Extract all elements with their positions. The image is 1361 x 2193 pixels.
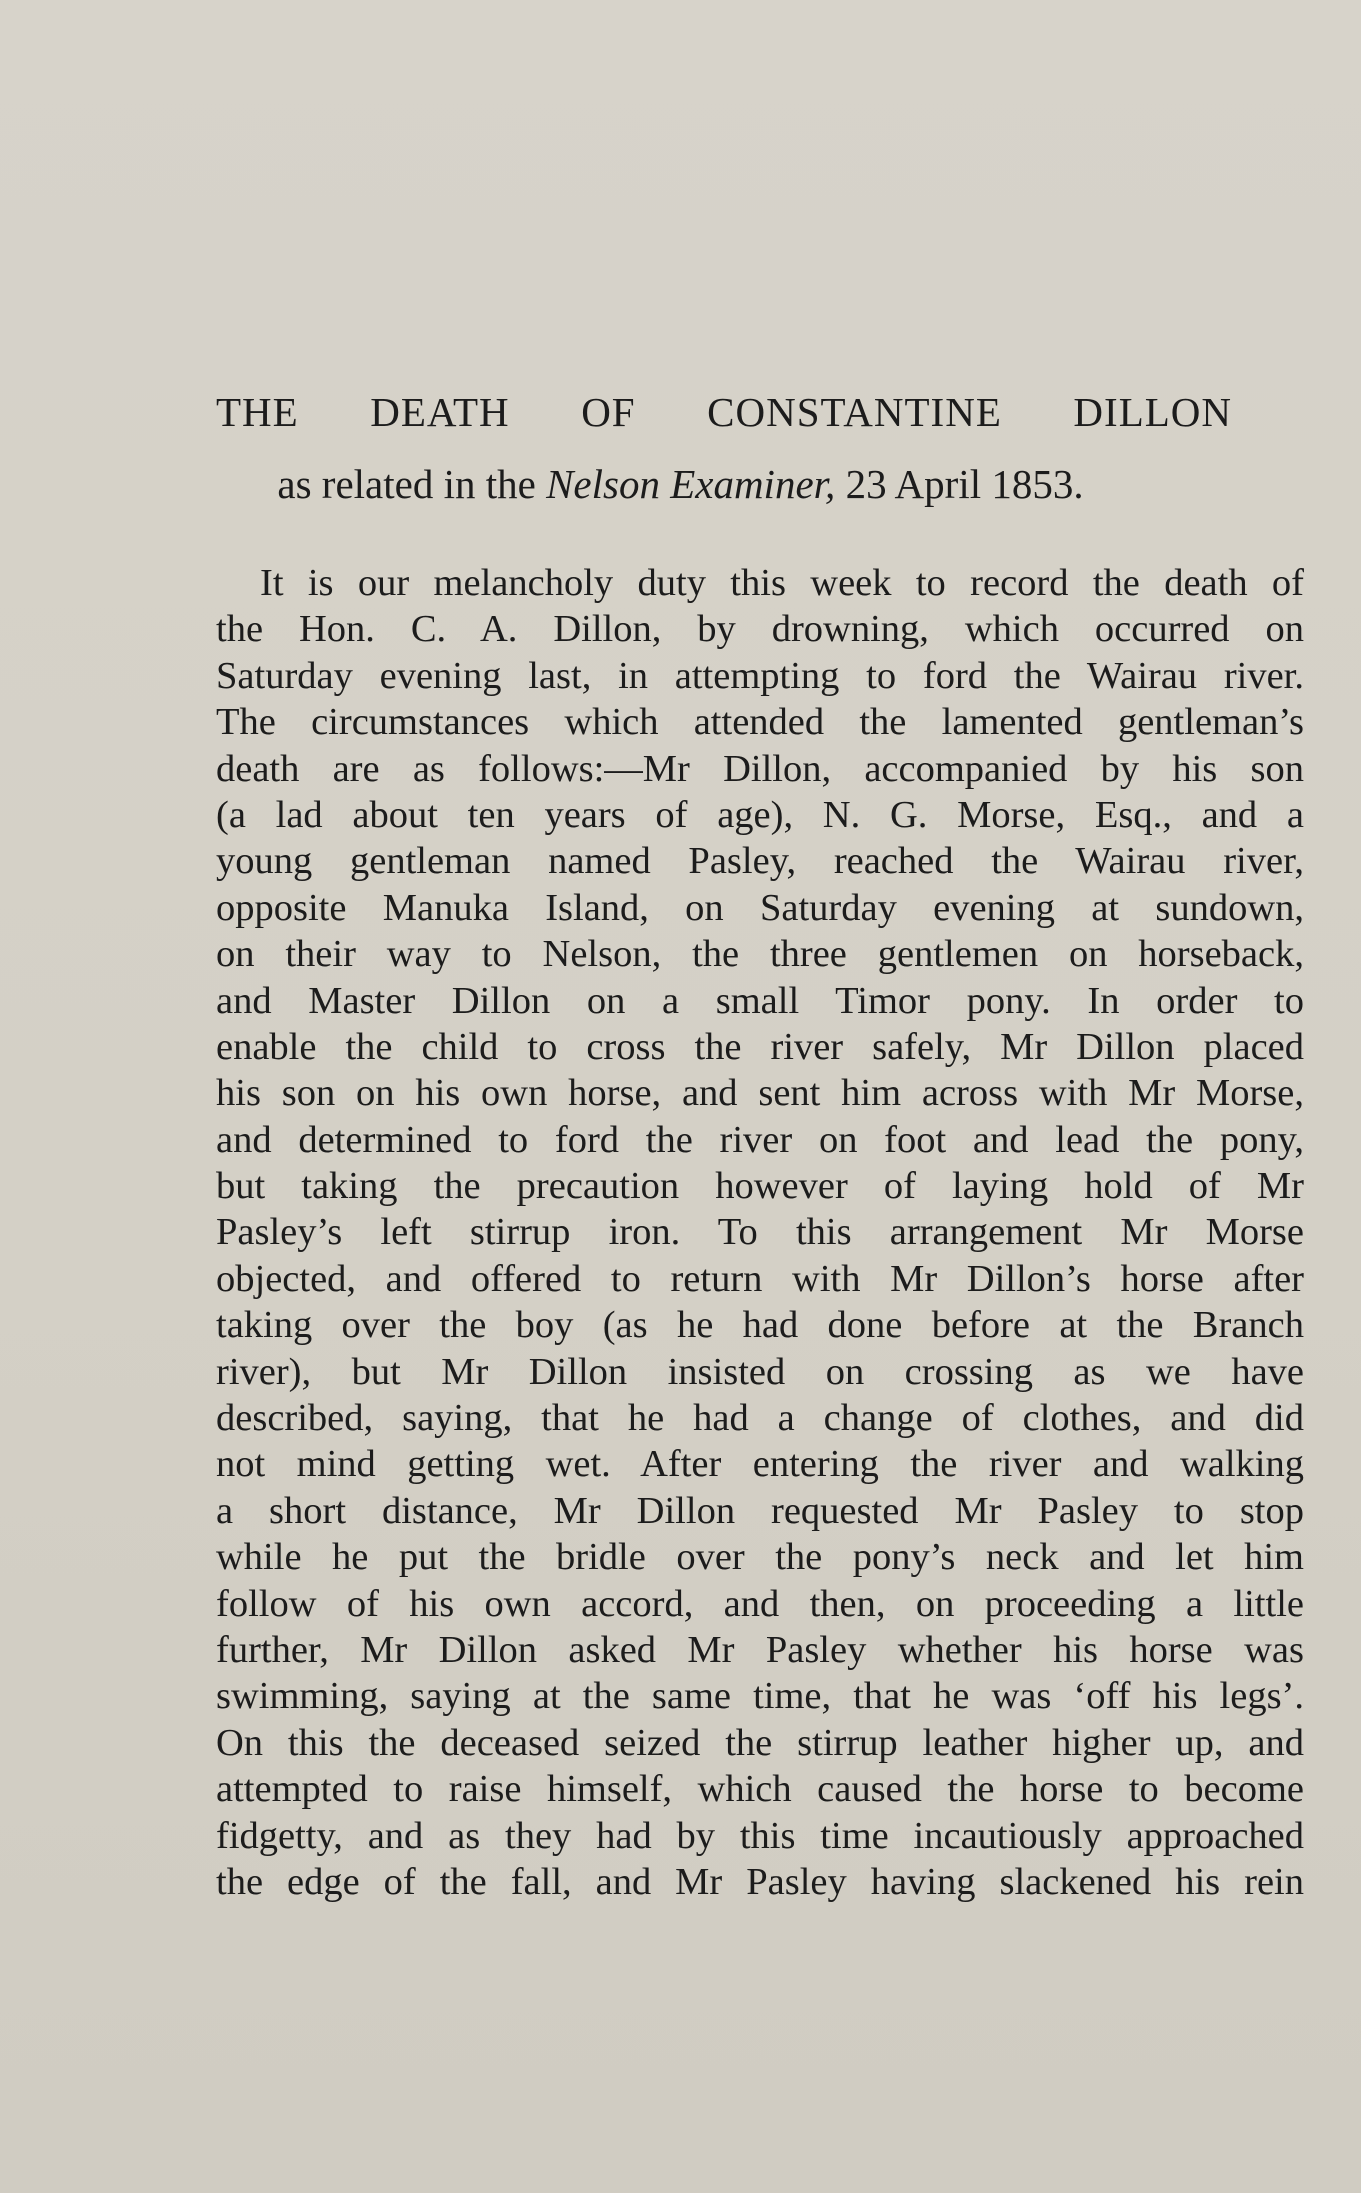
text-line: described, saying, that he had a change of clothes, and did xyxy=(216,1397,1304,1440)
article-body xyxy=(216,560,1304,1905)
text-line: Saturday evening last, in attempting to ford the Wairau river. xyxy=(216,654,1304,697)
source-line xyxy=(0,456,1361,512)
text-line: not mind getting wet. After entering the river and walking xyxy=(216,1443,1304,1486)
source-date: 23 April 1853. xyxy=(835,461,1084,507)
text-line: swimming, saying at the same time, that he was ‘off his legs’. xyxy=(216,1675,1304,1718)
text-line: further, Mr Dillon asked Mr Pasley whether his horse was xyxy=(216,1628,1304,1671)
text-line: On this the deceased seized the stirrup leather higher up, and xyxy=(216,1721,1304,1764)
text-line: It is our melancholy duty this week to record the death of xyxy=(260,562,1304,604)
page-title: THE DEATH OF CONSTANTINE DILLON xyxy=(216,389,1232,435)
text-line: Pasley’s left stirrup iron. To this arrangement Mr Morse xyxy=(216,1211,1304,1254)
text-line: follow of his own accord, and then, on proceeding a little xyxy=(216,1582,1304,1625)
publication-name: Nelson Examiner, xyxy=(546,461,836,507)
text-line: opposite Manuka Island, on Saturday evening at sundown, xyxy=(216,886,1304,929)
source-prefix: as related in the xyxy=(277,461,547,507)
text-line: a short distance, Mr Dillon requested Mr Pasley to stop xyxy=(216,1489,1304,1532)
text-line: The circumstances which attended the lamented gentleman’s xyxy=(216,701,1304,744)
text-line: death are as follows:—Mr Dillon, accompanied by his son xyxy=(216,747,1304,790)
text-line: enable the child to cross the river safely, Mr Dillon placed xyxy=(216,1025,1304,1068)
text-line: river), but Mr Dillon insisted on crossing as we have xyxy=(216,1350,1304,1393)
text-line: his son on his own horse, and sent him across with Mr Morse, xyxy=(216,1072,1304,1115)
text-line: attempted to raise himself, which caused the horse to become xyxy=(216,1768,1304,1811)
text-line: the Hon. C. A. Dillon, by drowning, which occurred on xyxy=(216,608,1304,651)
text-line: while he put the bridle over the pony’s neck and let him xyxy=(216,1536,1304,1579)
text-line: the edge of the fall, and Mr Pasley having slackened his rein xyxy=(216,1860,1304,1903)
text-line: on their way to Nelson, the three gentlemen on horseback, xyxy=(216,933,1304,976)
text-line: fidgetty, and as they had by this time incautiously approached xyxy=(216,1814,1304,1857)
text-line: young gentleman named Pasley, reached the Wairau river, xyxy=(216,840,1304,883)
text-line: and Master Dillon on a small Timor pony. In order to xyxy=(216,979,1304,1022)
text-line: (a lad about ten years of age), N. G. Morse, Esq., and a xyxy=(216,793,1304,836)
text-line: objected, and offered to return with Mr Dillon’s horse after xyxy=(216,1257,1304,1300)
text-line: but taking the precaution however of laying hold of Mr xyxy=(216,1165,1304,1208)
text-line: taking over the boy (as he had done before at the Branch xyxy=(216,1304,1304,1347)
text-line: and determined to ford the river on foot and lead the pony, xyxy=(216,1118,1304,1161)
